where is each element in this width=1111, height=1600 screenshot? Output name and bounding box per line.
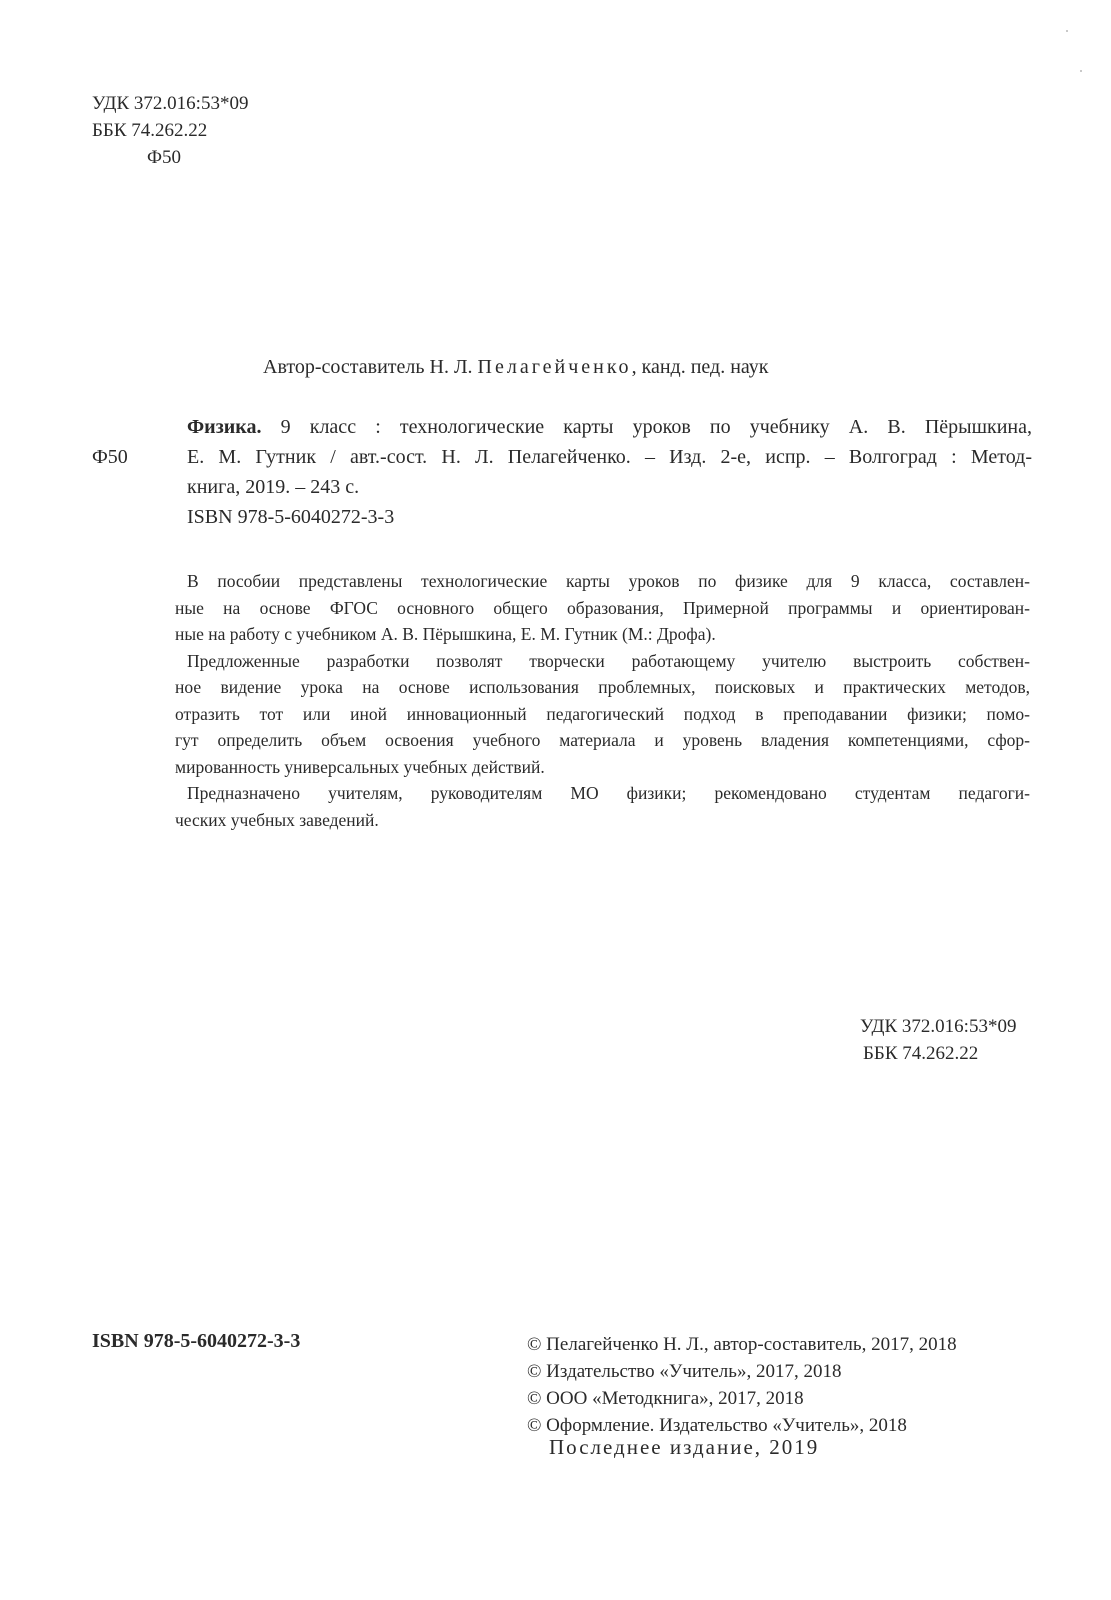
- annotation-paragraph-2: [175, 648, 1030, 781]
- annotation-line: мированность универсальных учебных действий.: [175, 756, 545, 777]
- biblio-line-1: [187, 412, 1032, 442]
- author-suffix: , канд. пед. наук: [631, 356, 769, 378]
- annotation-line: Предназначено учителям, руководителям МО физики; рекомендовано студентам педагоги-: [187, 783, 1030, 803]
- book-title: Физика.: [187, 416, 262, 438]
- annotation-paragraph-1: [175, 568, 1030, 648]
- author-line: [263, 356, 769, 379]
- biblio-isbn: ISBN 978-5-6040272-3-3: [187, 506, 395, 528]
- copyright-line: © ООО «Методкнига», 2017, 2018: [527, 1388, 804, 1409]
- biblio-author-mark: Ф50: [92, 446, 128, 468]
- classification-codes-bottom: [860, 1013, 1016, 1067]
- annotation-line: ные на основе ФГОС основного общего образования, Примерной программы и ориентирован-: [175, 597, 1030, 618]
- author-prefix: Автор-составитель Н. Л.: [263, 356, 473, 378]
- scan-speck: [1066, 30, 1068, 32]
- annotation: [175, 568, 1030, 833]
- bibliographic-record: [92, 412, 1032, 532]
- annotation-line: В пособии представлены технологические карты уроков по физике для 9 класса, составлен-: [187, 571, 1030, 591]
- copyright-line: © Оформление. Издательство «Учитель», 2018: [527, 1415, 907, 1436]
- annotation-line: ческих учебных заведений.: [175, 809, 379, 830]
- bbk-code: ББК 74.262.22: [863, 1043, 979, 1064]
- annotation-line: Предложенные разработки позволят творчески работающему учителю выстроить собствен-: [187, 650, 1030, 671]
- annotation-line: ное видение урока на основе использования проблемных, поисковых и практических методов,: [175, 677, 1030, 697]
- biblio-line-3: книга, 2019. – 243 с.: [187, 476, 360, 498]
- isbn-bold: ISBN 978-5-6040272-3-3: [92, 1330, 301, 1352]
- biblio-line-2: Е. М. Гутник / авт.-сост. Н. Л. Пелагейченко. – Изд. 2-е, испр. – Волгоград : Метод-: [187, 446, 1032, 468]
- annotation-paragraph-3: [175, 780, 1030, 833]
- udk-code: УДК 372.016:53*09: [860, 1016, 1017, 1037]
- scan-speck: [1080, 70, 1082, 72]
- annotation-line: ные на работу с учебником А. В. Пёрышкина, Е. М. Гутник (М.: Дрофа).: [175, 624, 716, 644]
- author-mark: Ф50: [147, 147, 182, 168]
- copyright-block: [527, 1331, 957, 1439]
- annotation-line: гут определить объем освоения учебного материала и уровень владения компетенциями, сфор-: [175, 730, 1030, 750]
- bbk-code: ББК 74.262.22: [92, 120, 208, 141]
- copyright-line: © Пелагейченко Н. Л., автор-составитель, 2017, 2018: [527, 1334, 957, 1355]
- edition-note: Последнее издание, 2019: [549, 1435, 820, 1459]
- annotation-line: отразить тот или иной инновационный педагогический подход в преподавании физики; помо-: [175, 703, 1030, 724]
- author-surname: Пелагейченко: [477, 356, 632, 378]
- classification-codes-top: [92, 90, 248, 171]
- udk-code: УДК 372.016:53*09: [92, 93, 249, 114]
- copyright-line: © Издательство «Учитель», 2017, 2018: [527, 1361, 842, 1382]
- biblio-line-1-text: 9 класс : технологические карты уроков по учебнику А. В. Пёрышкина,: [261, 416, 1032, 438]
